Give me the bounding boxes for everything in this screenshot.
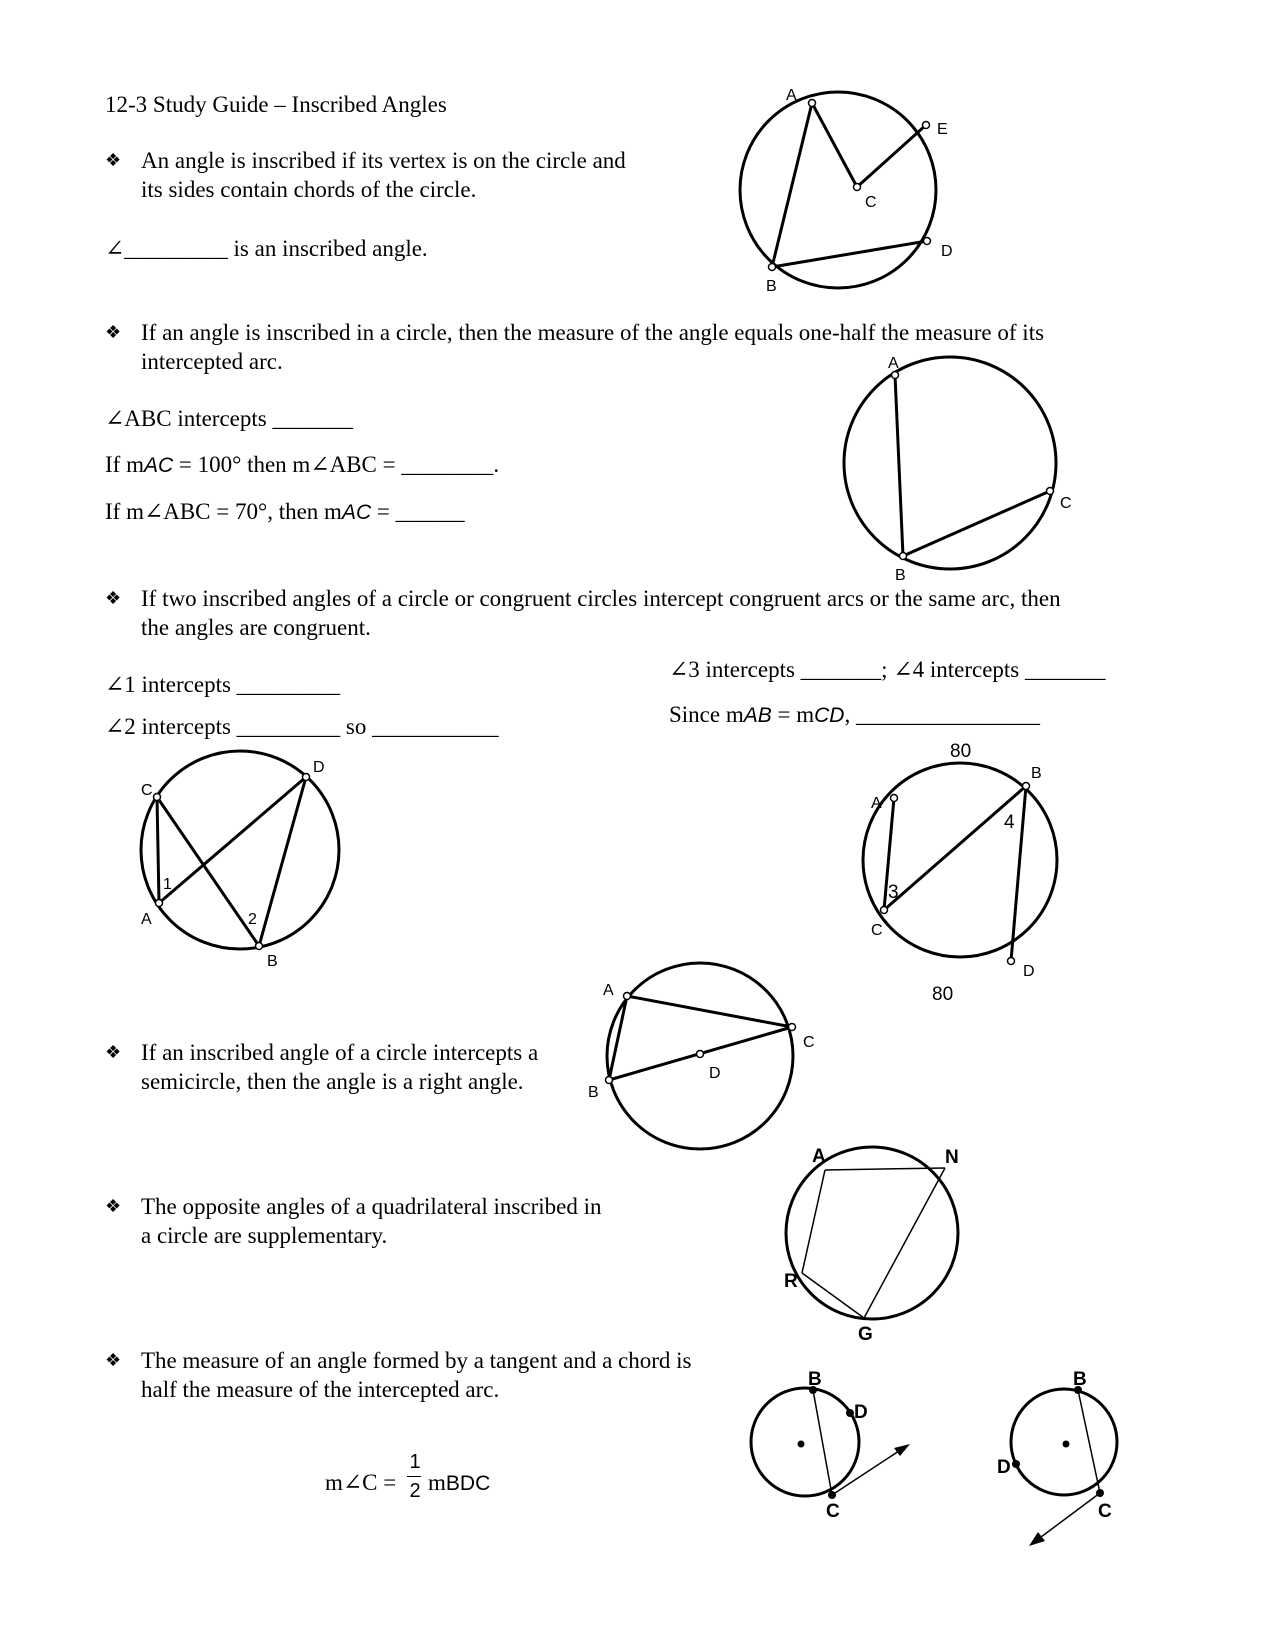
bullet-icon: ❖: [105, 588, 122, 608]
formula-arc-bdc: mBDC: [428, 1470, 491, 1495]
chord-bc: [1078, 1390, 1100, 1493]
label-a: A: [603, 982, 614, 999]
theorem-line-1: If two inscribed angles of a circle or congruent circles intercept congruent arcs or the same arc, then: [141, 586, 1061, 611]
bullet-icon: ❖: [105, 1196, 122, 1216]
definition-line-1: An angle is inscribed if its vertex is on the circle and: [141, 148, 626, 173]
figure-angles-3-4: [860, 741, 1100, 1005]
arc-ab: AB: [743, 704, 772, 727]
chord-ac: [627, 996, 792, 1027]
figure-tangent-chord-2: [995, 1360, 1155, 1540]
bullet-icon: ❖: [105, 1042, 122, 1062]
theorem-line-2: half the measure of the intercepted arc.: [141, 1377, 500, 1402]
question-angle-70: If m∠ABC = 70°, then mAC = ______: [105, 499, 465, 524]
figure-quadrilateral: [780, 1130, 980, 1345]
label-c: C: [826, 1501, 840, 1522]
question-since-ab-cd: Since mAB = mCD, ________________: [669, 702, 1040, 727]
label-c: C: [1060, 495, 1072, 512]
arc-ab-measure: 80: [950, 741, 972, 762]
label-b: B: [1073, 1369, 1087, 1390]
angle-3-label: 3: [888, 882, 899, 903]
chord-ab: [609, 996, 627, 1080]
label-c: C: [1098, 1501, 1112, 1522]
label-r: R: [784, 1271, 798, 1292]
tangent-line: [832, 1449, 902, 1495]
label-d: D: [997, 1457, 1011, 1478]
label-b: B: [267, 953, 278, 970]
bullet-icon: ❖: [105, 150, 122, 170]
theorem-line-2: semicircle, then the angle is a right angle.: [141, 1069, 524, 1094]
chord-ca: [157, 797, 159, 903]
label-d: D: [854, 1402, 868, 1423]
angle-4-label: 4: [1004, 812, 1015, 833]
question-angle-2: ∠2 intercepts _________ so ___________: [105, 714, 499, 739]
label-b: B: [1031, 765, 1042, 782]
label-g: G: [858, 1324, 873, 1345]
formula-m-angle-c: m∠C =: [325, 1470, 397, 1495]
label-c: C: [803, 1034, 815, 1051]
tangent-line: [1037, 1493, 1100, 1540]
question-angle-1: ∠1 intercepts _________: [105, 672, 341, 697]
definition-line-2: its sides contain chords of the circle.: [141, 177, 477, 202]
label-b: B: [588, 1084, 599, 1101]
label-a: A: [812, 1146, 826, 1167]
label-b: B: [808, 1369, 822, 1390]
angle-1-label: 1: [163, 876, 172, 893]
figure-angle-abc: [840, 355, 1080, 585]
label-a: A: [871, 795, 882, 812]
theorem-line-1: The opposite angles of a quadrilateral inscribed in: [141, 1194, 602, 1219]
chord-bc: [903, 491, 1050, 556]
label-d: D: [709, 1065, 721, 1082]
theorem-line-2: intercepted arc.: [141, 349, 283, 374]
arc-cd-measure: 80: [932, 984, 954, 1005]
chord-ab: [772, 103, 812, 267]
label-c: C: [865, 194, 877, 211]
side-an: [825, 1168, 945, 1170]
label-e: E: [937, 121, 948, 138]
formula-denominator: 2: [409, 1480, 421, 1502]
question-abc-intercepts: ∠ABC intercepts _______: [105, 406, 353, 431]
figure-tangent-chord-1: [740, 1360, 940, 1520]
side-ar: [802, 1170, 825, 1273]
label-b: B: [766, 278, 777, 295]
label-b: B: [895, 567, 906, 584]
formula-numerator: 1: [409, 1451, 421, 1473]
figure-angles-1-2: [135, 750, 355, 970]
label-c: C: [141, 782, 153, 799]
label-a: A: [786, 87, 797, 104]
label-c: C: [871, 922, 883, 939]
chord-bc: [813, 1390, 832, 1495]
question-arc-ac-100: If mAC = 100° then m∠ABC = ________.: [105, 452, 500, 477]
theorem-line-1: If an angle is inscribed in a circle, then the measure of the angle equals one-half the measure of its: [141, 320, 1045, 345]
fraction-bar: [407, 1476, 421, 1477]
chord-ab: [895, 375, 903, 556]
theorem-line-1: The measure of an angle formed by a tangent and a chord is: [141, 1348, 692, 1373]
label-d: D: [1023, 963, 1035, 980]
figure-inscribed-angle: [740, 80, 970, 300]
arrow-head-icon: [1029, 1532, 1045, 1546]
radius-ce: [857, 125, 926, 187]
chord-ad: [159, 777, 306, 903]
arc-cd: CD: [814, 704, 845, 727]
label-d: D: [941, 243, 953, 260]
label-a: A: [141, 911, 152, 928]
angle-2-label: 2: [248, 911, 257, 928]
page-title: 12-3 Study Guide – Inscribed Angles: [105, 92, 447, 117]
theorem-line-1: If an inscribed angle of a circle intercepts a: [141, 1040, 539, 1065]
arc-ac: AC: [143, 454, 174, 477]
chord-db: [259, 777, 306, 946]
fill-in-inscribed-angle: ∠_________ is an inscribed angle.: [105, 236, 428, 261]
theorem-line-2: a circle are supplementary.: [141, 1223, 388, 1248]
radius-ac: [812, 103, 857, 187]
chord-cb: [884, 786, 1026, 910]
label-d: D: [313, 759, 325, 776]
label-n: N: [945, 1147, 959, 1168]
label-a: A: [888, 355, 899, 372]
theorem-line-2: the angles are congruent.: [141, 615, 371, 640]
arrow-head-icon: [894, 1444, 910, 1456]
question-angle-3-4: ∠3 intercepts _______; ∠4 intercepts _______: [669, 657, 1106, 682]
arc-ac: AC: [341, 501, 372, 524]
bullet-icon: ❖: [105, 322, 122, 342]
bullet-icon: ❖: [105, 1350, 122, 1370]
